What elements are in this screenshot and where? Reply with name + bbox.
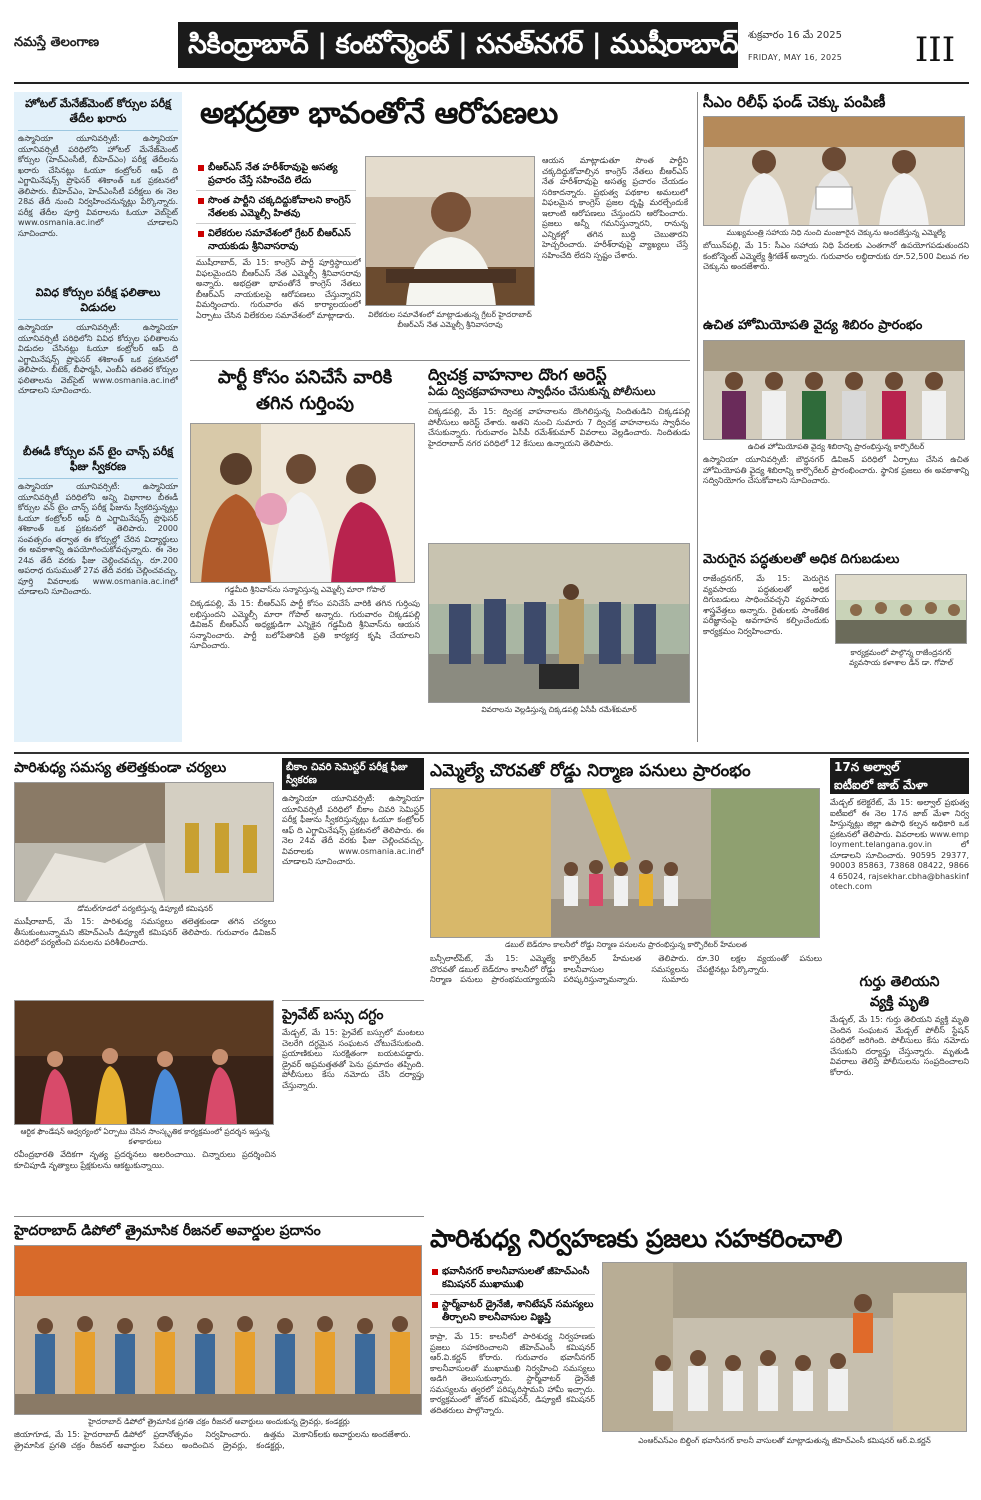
header-rule — [14, 82, 969, 84]
depot-headline: హైదరాబాద్ డిపోలో త్రైమాసిక రీజనల్ అవార్డుల ప్రదానం — [14, 1216, 424, 1241]
unknown-headline-line2: వ్యక్తి మృతి — [869, 994, 930, 1010]
sanitation-story — [14, 758, 276, 996]
bcom-fee-body: ఉస్మానియా యూనివర్సిటీ: ఉస్మానియా యూనివర్సిటీ పరిధిలో బీకాం చివరి సెమిస్టర్ పరీక్ష ఫీజును స్వీకరిస్తున్నట్లు ఓయూ కంట్రోలర్ ఆఫ్ ది ఎగ్జామినేషన్స్ ప్రకటనలో తెలిపారు. ఈ నెల 24వ తేదీ వరకు ఫీజు చెల్లించవచ్చు. వివరాలకు www.osmania.ac.inలో చూడాలని సూచించారు. — [282, 794, 424, 866]
ghmc-bullet: భవానీనగర్ కాలనీవాసులతో జీహెచ్‌ఎంసీ కమిషనర్ ముఖాముఖి — [430, 1262, 595, 1295]
lead-body-left: ముషీరాబాద్, మే 15: కాంగ్రెస్ పార్టీ పూర్తిస్థాయిలో విఫలమైందని బీఆర్‌ఎస్ నేత ఎమ్మెల్సీ శ్రీనివాసరావు అన్నారు. అభద్రతా భావంతోనే కాంగ్రెస్ నేతలు బీఆర్‌ఎస్ నాయకులపై ఆరోపణలు చేస్తున్నారని విమర్శించారు. గురువారం తన కార్యాలయంలో ఏర్పాటు చేసిన విలేకరుల సమావేశంలో మాట్లాడారు. — [196, 258, 361, 320]
cmrf-photo — [703, 116, 965, 226]
lead-body-right: ఆయన మాట్లాడుతూ సొంత పార్టీని చక్కదిద్దుకోవాల్సిన కాంగ్రెస్ నేతలు బీఆర్‌ఎస్ నేత హరీశ్‌రావుపై అసత్య ప్రచారం చేయడం సరికాదన్నారు. ప్రభుత్వ పథకాల అమలులో విఫలమైన కాంగ్రెస్ ప్రజల దృష్టి మరల్చేందుకే ఇలాంటి ఆరోపణలు చేస్తుందని ఆరోపించారు. ప్రజలు అన్నీ గమనిస్తున్నారని, రానున్న ఎన్నికల్లో తగిన బుద్ధి చెబుతారని హెచ్చరించారు. హరీశ్‌రావుపై వ్యాఖ్యలు చేస్తే సహించేది లేదని స్పష్టం చేశారు. — [542, 156, 688, 260]
brief-body: ఉస్మానియా యూనివర్సిటీ: ఉస్మానియా యూనివర్సిటీ పరిధిలోని హోటల్ మేనేజ్‌మెంట్ కోర్సుల (హెచ్‌ఎంసీటీ, బీహెచ్‌ఎం) పరీక్ష తేదీలను ఖరారు చేసినట్లు ఓయూ కంట్రోలర్ ఆఫ్ ది ఎగ్జామినేషన్స్ ప్రొఫెసర్ శశికాంత్ ఒక ప్రకటనలో తెలిపారు. బీహెచ్‌ఎం, హెచ్‌ఎంసీటీ పరీక్షలు ఈ నెల 28వ తేదీ నుంచి నిర్వహించనున్నట్లు పేర్కొన్నారు. పరీక్ష తేదీల పూర్తి వివరాలను ఓయూ వెబ్‌సైట్ www.osmania.ac.inలో చూడాలని సూచించారు. — [18, 134, 178, 238]
brief-body: ఉస్మానియా యూనివర్సిటీ: ఉస్మానియా యూనివర్సిటీ పరిధిలోని వివిధ కోర్సుల ఫలితాలను విడుదల చేసినట్లు ఓయూ కంట్రోలర్ ఆఫ్ ది ఎగ్జామినేషన్స్ ప్రొఫెసర్ శశికాంత్ ఒక ప్రకటనలో తెలిపారు. బీటెక్, బీఫార్మసీ, ఎంబీఏ తదితర కోర్సుల ఫలితాలను వెబ్‌సైట్ www.osmania.ac.inలో చూడాలని సూచించారు. — [18, 323, 178, 395]
homeo-body: ఉస్మానియా యూనివర్సిటీ: బౌద్ధనగర్ డివిజన్ పరిధిలో ఏర్పాటు చేసిన ఉచిత హోమియోపతి వైద్య శిబిరాన్ని కార్పొరేటర్ ప్రారంభించారు. స్థానిక ప్రజలు ఈ అవకాశాన్ని సద్వినియోగం చేసుకోవాలని సూచించారు. — [703, 455, 969, 485]
lead-photo-caption: విలేకరుల సమావేశంలో మాట్లాడుతున్న గ్రేటర్ హైదరాబాద్ బీఆర్‌ఎస్ నేత ఎమ్మెల్సీ శ్రీనివాసరావు — [368, 310, 532, 329]
edition-banner: సికింద్రాబాద్ | కంటోన్మెంట్ | సనత్‌నగర్ | ముషీరాబాద్ — [178, 22, 738, 68]
road-photo-caption: డబుల్ బెడ్‌రూం కాలనీలో రోడ్డు నిర్మాణ పనులను ప్రారంభిస్తున్న కార్పొరేటర్ హేమలత — [505, 940, 747, 949]
lead-headline: అభద్రతా భావంతోనే ఆరోపణలు — [200, 96, 558, 131]
cmrf-body: బోయిన్‌పల్లి, మే 15: సీఎం సహాయ నిధి పేదలకు ఎంతగానో ఉపయోగపడుతుందని కంటోన్మెంట్ ఎమ్మెల్యే శ్రీగణేశ్ అన్నారు. గురువారం లబ్ధిదారుకు రూ.52,500 విలువ గల చెక్కును అందజేశారు. — [703, 241, 969, 271]
crops-story — [703, 550, 969, 745]
jobmela-headline-line1: 17న అల్వాల్ — [830, 758, 969, 776]
bike-story — [428, 365, 690, 745]
ghmc-bullet: స్టార్మ్‌వాటర్ డ్రైనేజీ, శానిటేషన్ సమస్యలు తీర్చాలని కాలనీవాసుల విజ్ఞప్తి — [430, 1295, 595, 1328]
bike-body: చిక్కడపల్లి, మే 15: ద్విచక్ర వాహనాలను దొంగిలిస్తున్న నిందితుడిని చిక్కడపల్లి పోలీసులు అరెస్ట్ చేశారు. అతని నుంచి సుమారు 7 ద్విచక్ర వాహనాలను స్వాధీనం చేసుకున్నారు. గురువారం ఏసీపీ రమేశ్‌కుమార్ వివరాలు వెల్లడించారు. నిందితుడు హైదరాబాద్ నగర పరిధిలో 12 కేసులు ఉన్నాయని తెలిపారు. — [428, 407, 690, 448]
bike-headline: ద్విచక్ర వాహనాల దొంగ అరెస్ట్ — [428, 365, 607, 384]
ghmc-bullets — [430, 1262, 595, 1328]
sanitation-headline: పారిశుధ్య సమస్య తలెత్తకుండా చర్యలు — [14, 760, 227, 776]
masthead — [0, 0, 981, 88]
unknown-headline-line1: గుర్తు తెలియని — [859, 974, 940, 990]
party-body: చిక్కడపల్లి, మే 15: బీఆర్‌ఎస్ పార్టీ కోసం పనిచేసే వారికి తగిన గుర్తింపు లభిస్తుందని ఎమ్మెల్సీ మారా గోపాల్ అన్నారు. గురువారం చిక్కడపల్లి డివిజన్ బీఆర్‌ఎస్ అధ్యక్షుడిగా ఎన్నికైన గడ్డమీది శ్రీనివాస్‌ను ఆయన సన్మానించారు. పార్టీ బలోపేతానికి ప్రతి కార్యకర్త కృషి చేయాలని సూచించారు. — [190, 599, 420, 650]
jobmela-body: మేడ్చల్ కలెక్టరేట్, మే 15: అల్వాల్ ప్రభుత్వ ఐటీఐలో ఈ నెల 17న జాబ్ మేళా నిర్వహిస్తున్నట్లు జిల్లా ఉపాధి కల్పన అధికారి ఒక ప్రకటనలో తెలిపారు. వివరాలకు www.employment.telangana.gov.in లో చూడాలని సూచించారు. 90595 29377, 90003 85863, 73868 08422, 98664 65024, rajsekhar.cbha@bhaskinfotech.com — [830, 798, 969, 891]
sidebar-briefs — [14, 92, 182, 742]
date-telugu: శుక్రవారం 16 మే 2025 — [748, 30, 842, 41]
depot-photo-caption: హైదరాబాద్ డిపోలో త్రైమాసిక ప్రగతి చక్రం రీజనల్ అవార్డులు అందుకున్న డ్రైవర్లు, కండక్టర్లు — [88, 1417, 350, 1426]
brief-headline: హోటల్ మేనేజ్‌మెంట్ కోర్సుల పరీక్ష తేదీల ఖరారు — [18, 92, 178, 131]
sanitation-body: ముషీరాబాద్, మే 15: పారిశుధ్య సమస్యలు తలెత్తకుండా తగిన చర్యలు తీసుకుంటున్నామని జీహెచ్‌ఎంసీ డిప్యూటీ కమిషనర్ తెలిపారు. గురువారం డివిజన్ పరిధిలో పర్యటించి పనులను పరిశీలించారు. — [14, 917, 276, 947]
lead-photo — [365, 156, 535, 306]
party-headline-line2: తగిన గుర్తింపు — [256, 393, 354, 414]
crops-body: రాజేంద్రనగర్, మే 15: మెరుగైన వ్యవసాయ పద్ధతులతో అధిక దిగుబడులు సాధించవచ్చని వ్యవసాయ శాస్త్రవేత్తలు అన్నారు. రైతులకు సాంకేతిక పరిజ్ఞానంపై అవగాహన కల్పించేందుకు కార్యక్రమం నిర్వహించారు. — [703, 574, 829, 636]
crops-photo-caption: కార్యక్రమంలో పాల్గొన్న రాజేంద్రనగర్ వ్యవసాయ కళాశాల డీన్ డా. గోపాల్ — [849, 648, 953, 667]
brief-body: ఉస్మానియా యూనివర్సిటీ: ఉస్మానియా యూనివర్సిటీ పరిధిలోని అన్ని విభాగాల బీఈడీ కోర్సుల వన్ టైం చాన్స్ పరీక్ష ఫీజును స్వీకరిస్తున్నట్లు ఓయూ కంట్రోలర్ ఆఫ్ ది ఎగ్జామినేషన్స్ ప్రొఫెసర్ శశికాంత్ ఒక ప్రకటనలో తెలిపారు. 2000 సంవత్సరం తర్వాత ఈ కోర్సుల్లో చేరిన విద్యార్థులు ఈ అవకాశాన్ని ఉపయోగించుకోవచ్చన్నారు. ఈ నెల 24వ తేదీ వరకు ఫీజు చెల్లించవచ్చు. రూ.200 అపరాధ రుసుముతో 27వ తేదీ వరకు చెల్లించవచ్చు. పూర్తి వివరాలకు www.osmania.ac.inలో చూడాలని సూచించారు. — [18, 482, 178, 596]
ghmc-photo-caption: ఎంఆర్‌ఎస్‌ఎం బిల్డింగ్ భవానీనగర్ కాలనీ వాసులతో మాట్లాడుతున్న జీహెచ్‌ఎంసీ కమిషనర్ ఆర్.వి.కర్ణన్ — [638, 1436, 931, 1445]
party-photo-caption: గడ్డమీది శ్రీనివాస్‌ను సన్మానిస్తున్న ఎమ్మెల్సీ మారా గోపాల్ — [224, 585, 386, 594]
dance-story — [14, 1000, 276, 1210]
dance-body: రవీంద్రభారతి వేదికగా నృత్య ప్రదర్శనలు అలరించాయి. చిన్నారులు ప్రదర్శించిన కూచిపూడి నృత్యాలు ప్రేక్షకులను ఆకట్టుకున్నాయి. — [14, 1150, 276, 1170]
unknown-body: మేడ్చల్, మే 15: గుర్తు తెలియని వ్యక్తి మృతి చెందిన సంఘటన మేడ్చల్ పోలీస్ స్టేషన్ పరిధిలో జరిగింది. పోలీసులు కేసు నమోదు చేసుకుని దర్యాప్తు చేస్తున్నారు. మృతుడి వివరాలు తెలిస్తే పోలీసులను సంప్రదించాలని కోరారు. — [830, 1015, 969, 1077]
brief-headline: వివిధ కోర్సుల పరీక్ష ఫలితాలు విడుదల — [18, 281, 178, 320]
homeo-photo — [703, 340, 965, 440]
depot-story — [14, 1216, 424, 1496]
bcom-fee-story — [282, 758, 424, 1198]
newspaper-brand: నమస్తే తెలంగాణ — [14, 35, 100, 50]
homeo-story — [703, 316, 969, 546]
jobmela-story — [830, 758, 969, 968]
bike-photo-caption: వివరాలను వెల్లడిస్తున్న చిక్కడపల్లి ఏసీపీ రమేశ్‌కుమార్ — [481, 705, 637, 714]
unknown-death-story — [830, 972, 969, 1152]
sanitation-photo-caption: డోమల్‌గూడలో పర్యటిస్తున్న డిప్యూటీ కమిషనర్ — [77, 904, 213, 913]
crops-photo — [835, 574, 967, 644]
bike-subheadline: ఏడు ద్విచక్రవాహనాలు స్వాధీనం చేసుకున్న పోలీసులు — [428, 385, 690, 403]
lead-bullet: బీఆర్‌ఎస్ నేత హరీశ్‌రావుపై అసత్య ప్రచారం చేస్తే సహించేది లేదు — [196, 158, 356, 191]
homeo-headline: ఉచిత హోమియోపతి వైద్య శిబిరం ప్రారంభం — [703, 318, 923, 333]
party-photo — [190, 423, 415, 583]
depot-body: జియాగూడ, మే 15: హైదరాబాద్ డిపోలో త్రైమాసిక ప్రగతి చక్రం రీజనల్ అవార్డుల ప్రదానోత్సవం నిర్వహించారు. ఉత్తమ సేవలు అందించిన డ్రైవర్లు, కండక్టర్లు, మెకానిక్‌లకు అవార్డులను అందజేశారు. — [14, 1430, 411, 1450]
dance-photo — [14, 1000, 274, 1125]
divider — [697, 92, 698, 742]
road-body: బన్సీలాల్‌పేట్, మే 15: ఎమ్మెల్యే చొరవతో డబుల్ బెడ్‌రూం కాలనీలో రోడ్డు నిర్మాణ పనులు ప్రారంభమయ్యాయని కార్పొరేటర్ హేమలత తెలిపారు. కాలనీవాసుల సమస్యలను పరిష్కరిస్తున్నామన్నారు. సుమారు రూ.30 లక్షల వ్యయంతో పనులు చేపట్టినట్లు పేర్కొన్నారు. — [430, 954, 822, 984]
bus-body: మేడ్చల్, మే 15: ప్రైవేట్ బస్సులో మంటలు చెలరేగి దగ్ధమైన సంఘటన చోటుచేసుకుంది. ప్రయాణికులు సురక్షితంగా బయటపడ్డారు. డ్రైవర్ అప్రమత్తతతో పెను ప్రమాదం తప్పింది. పోలీసులు కేసు నమోదు చేసి దర్యాప్తు చేస్తున్నారు. — [282, 1028, 424, 1090]
cmrf-headline: సీఎం రిలీఫ్ ఫండ్ చెక్కు పంపిణీ — [703, 93, 886, 111]
date-block — [748, 28, 898, 66]
bcom-fee-headline: బీకాం చివరి సెమిస్టర్ పరీక్ష ఫీజు స్వీకరణ — [282, 758, 424, 790]
ghmc-body: కాప్రా, మే 15: కాలనీలో పారిశుధ్య నిర్వహణకు ప్రజలు సహకరించాలని జీహెచ్‌ఎంసీ కమిషనర్ ఆర్.వి.కర్ణన్ కోరారు. గురువారం భవానీనగర్ కాలనీవాసులతో ముఖాముఖి నిర్వహించి సమస్యలు అడిగి తెలుసుకున్నారు. స్టార్మ్‌వాటర్ డ్రైనేజీ సమస్యలను త్వరలో పరిష్కరిస్తామని హామీ ఇచ్చారు. కార్యక్రమంలో జోనల్ కమిషనర్, డిప్యూటీ కమిషనర్ తదితరులు పాల్గొన్నారు. — [430, 1332, 595, 1415]
sanitation-photo — [14, 782, 274, 902]
road-headline: ఎమ్మెల్యే చొరవతో రోడ్డు నిర్మాణ పనులు ప్రారంభం — [430, 761, 751, 781]
dance-photo-caption: ఆర్టిక ఫౌండేషన్ ఆధ్వర్యంలో ఏర్పాటు చేసిన సాంస్కృతిక కార్యక్రమంలో ప్రదర్శన ఇస్తున్న కళాకారులు — [20, 1127, 270, 1146]
road-story — [430, 758, 822, 1218]
cmrf-photo-caption: ముఖ్యమంత్రి సహాయ నిధి నుంచి మంజూరైన చెక్కును అందజేస్తున్న ఎమ్మెల్యే — [726, 228, 946, 237]
ghmc-headline: పారిశుధ్య నిర్వహణకు ప్రజలు సహకరించాలి — [430, 1224, 842, 1253]
brief-headline: బీఈడీ కోర్సుల వన్ టైం చాన్స్ పరీక్ష ఫీజు స్వీకరణ — [18, 440, 178, 479]
ghmc-photo — [602, 1262, 967, 1432]
lead-bullet: సొంత పార్టీని చక్కదిద్దుకోవాలని కాంగ్రెస్ నేతలకు ఎమ్మెల్సీ హితవు — [196, 191, 356, 224]
ghmc-story — [430, 1222, 969, 1496]
bus-headline: ప్రైవేట్ బస్సు దగ్ధం — [282, 1000, 424, 1025]
page-number: III — [914, 30, 956, 70]
jobmela-headline-line2: ఐటీఐలో జాబ్ మేళా — [830, 776, 969, 794]
road-photo — [430, 788, 820, 938]
crops-headline: మెరుగైన పద్ధతులతో అధిక దిగుబడులు — [703, 552, 900, 567]
party-headline-line1: పార్టీ కోసం పనిచేసే వారికి — [217, 367, 393, 388]
divider — [190, 360, 690, 361]
bike-photo — [428, 543, 690, 703]
depot-photo — [14, 1245, 422, 1415]
lead-bullet: విలేకరుల సమావేశంలో గ్రేటర్ బీఆర్‌ఎస్ నాయకుడు శ్రీనివాసరావు — [196, 224, 356, 257]
divider — [14, 752, 969, 754]
date-english: FRIDAY, MAY 16, 2025 — [748, 53, 843, 62]
lead-bullets — [196, 158, 356, 257]
homeo-photo-caption: ఉచిత హోమియోపతి వైద్య శిబిరాన్ని ప్రారంభిస్తున్న కార్పొరేటర్ — [747, 442, 925, 451]
cmrf-story — [703, 92, 969, 312]
party-story — [190, 365, 420, 745]
